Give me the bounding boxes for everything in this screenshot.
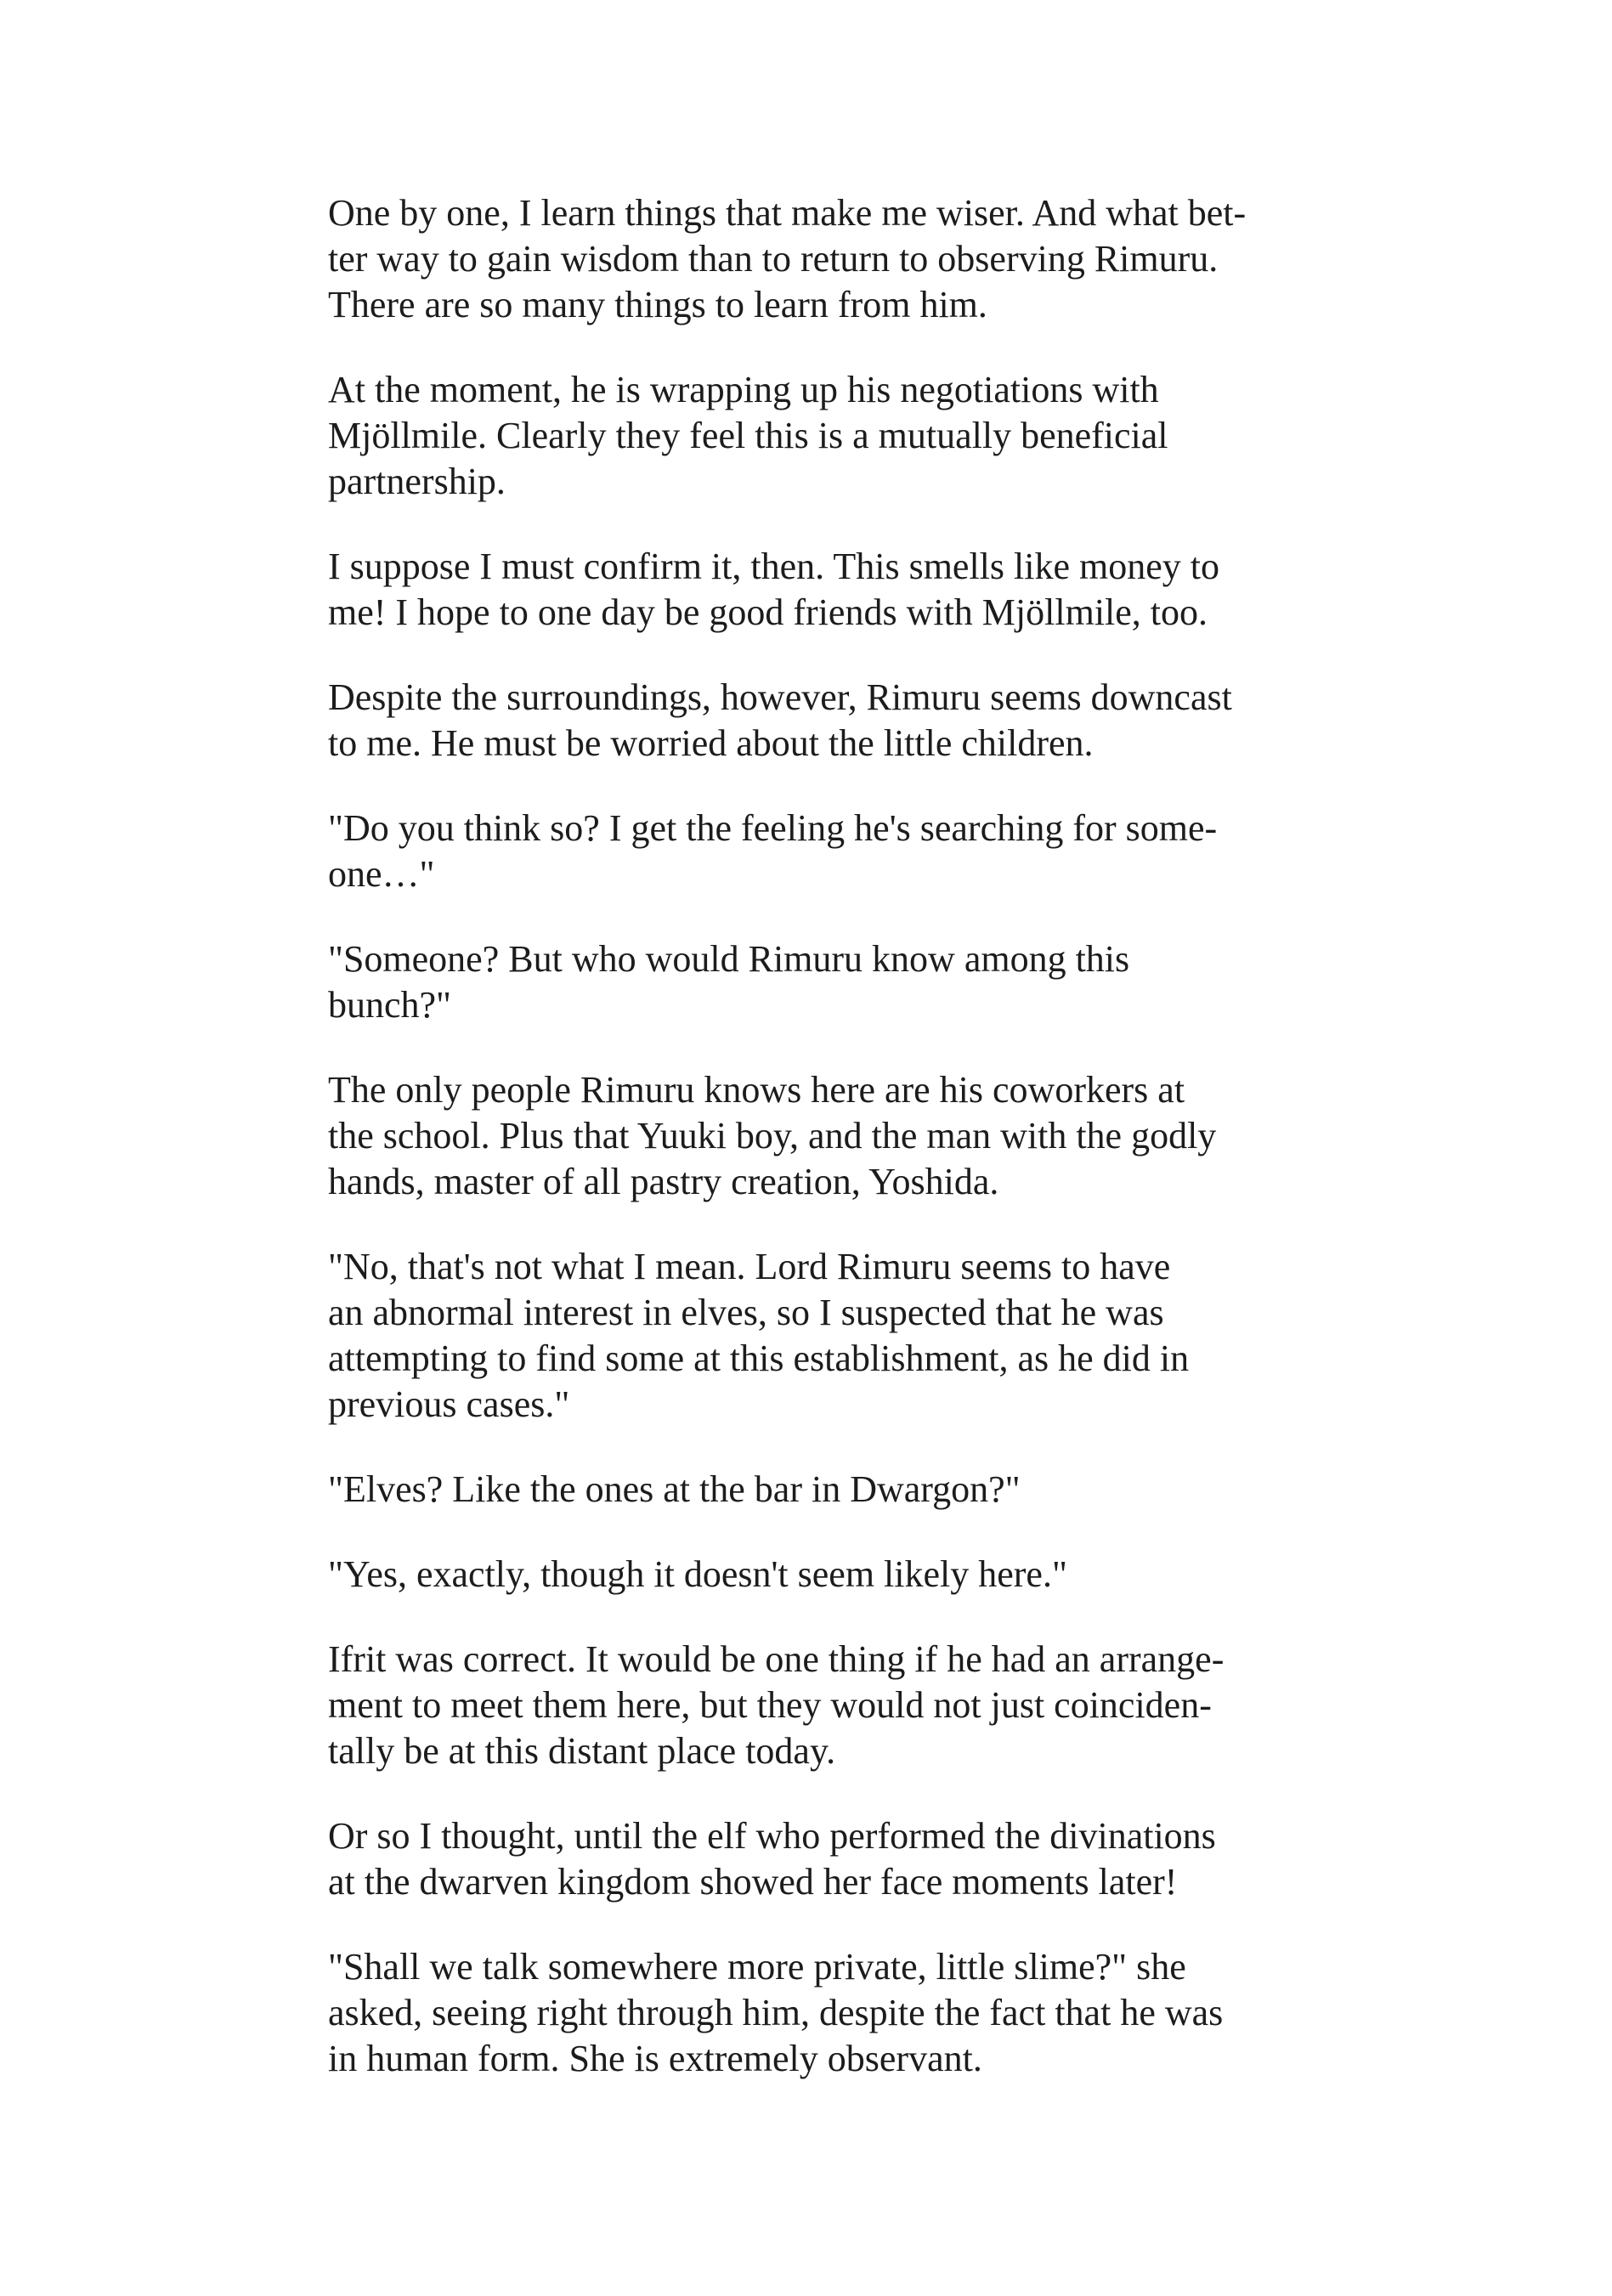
text-line: I suppose I must confirm it, then. This smells like money to	[328, 546, 1219, 587]
text-line: in human form. She is extremely observant.	[328, 2038, 982, 2079]
text-line: asked, seeing right through him, despite the fact that he was	[328, 1992, 1224, 2033]
text-line: "Shall we talk somewhere more private, little slime?" she	[328, 1946, 1186, 1988]
paragraph	[328, 367, 1288, 505]
text-line: hands, master of all pastry creation, Yoshida.	[328, 1161, 999, 1202]
text-line: partnership.	[328, 461, 506, 502]
text-line: "Do you think so? I get the feeling he's searching for some-	[328, 807, 1218, 849]
paragraph	[328, 1067, 1288, 1205]
text-line: the school. Plus that Yuuki boy, and the man with the godly	[328, 1115, 1217, 1156]
text-line: previous cases."	[328, 1383, 570, 1425]
page-text	[328, 190, 1288, 2121]
text-line: "Someone? But who would Rimuru know among this	[328, 938, 1130, 980]
text-line: bunch?"	[328, 984, 452, 1026]
text-line: ter way to gain wisdom than to return to observing Rimuru.	[328, 238, 1219, 280]
paragraph	[328, 936, 1288, 1028]
text-line: At the moment, he is wrapping up his negotiations with	[328, 369, 1159, 410]
text-line: to me. He must be worried about the little children.	[328, 722, 1094, 764]
text-line: Despite the surroundings, however, Rimuru seems downcast	[328, 676, 1232, 718]
paragraph	[328, 1244, 1288, 1428]
text-line: There are so many things to learn from him.	[328, 284, 987, 325]
text-line: Mjöllmile. Clearly they feel this is a mutually beneficial	[328, 415, 1168, 456]
text-line: "Elves? Like the ones at the bar in Dwargon?"	[328, 1468, 1021, 1510]
paragraph	[328, 1944, 1288, 2082]
paragraph	[328, 1467, 1288, 1513]
text-line: Ifrit was correct. It would be one thing if he had an arrange-	[328, 1638, 1225, 1680]
paragraph	[328, 675, 1288, 766]
text-line: Or so I thought, until the elf who performed the divinations	[328, 1815, 1216, 1857]
paragraph	[328, 1813, 1288, 1905]
paragraph	[328, 544, 1288, 636]
paragraph	[328, 806, 1288, 897]
text-line: One by one, I learn things that make me wiser. And what bet-	[328, 192, 1247, 234]
text-line: one…"	[328, 853, 435, 895]
text-line: an abnormal interest in elves, so I suspected that he was	[328, 1292, 1164, 1333]
text-line: at the dwarven kingdom showed her face moments later!	[328, 1861, 1178, 1903]
text-line: attempting to find some at this establishment, as he did in	[328, 1337, 1190, 1379]
paragraph	[328, 1552, 1288, 1598]
text-line: The only people Rimuru knows here are his coworkers at	[328, 1069, 1185, 1111]
text-line: tally be at this distant place today.	[328, 1730, 836, 1772]
text-line: ment to meet them here, but they would not just coinciden-	[328, 1684, 1212, 1726]
text-line: me! I hope to one day be good friends with Mjöllmile, too.	[328, 591, 1208, 633]
paragraph	[328, 1637, 1288, 1774]
text-line: "No, that's not what I mean. Lord Rimuru seems to have	[328, 1246, 1171, 1287]
paragraph	[328, 190, 1288, 328]
text-line: "Yes, exactly, though it doesn't seem likely here."	[328, 1553, 1067, 1595]
